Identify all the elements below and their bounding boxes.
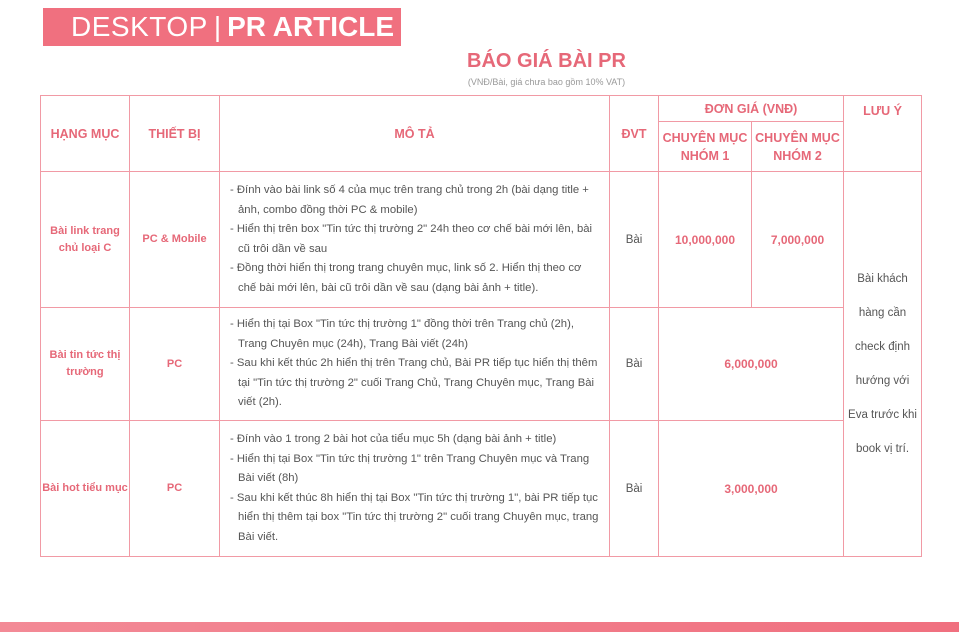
row-unit: Bài [610,308,659,421]
footer-bar [0,622,959,632]
table-header-row [41,96,922,122]
row-unit: Bài [610,421,659,557]
row-device: PC [130,308,220,421]
banner-separator: | [213,11,222,42]
row-price-group1: 10,000,000 [659,172,752,308]
header-device: THIẾT BỊ [130,96,220,172]
row-device: PC & Mobile [130,172,220,308]
banner-pr-article-text: PR ARTICLE [227,11,395,42]
row-description [220,308,610,421]
price-table [40,95,922,557]
description-line: - Hiển thị tại Box "Tin tức thị trường 1" trên Trang Chuyên mục và Trang Bài viết (8h) [230,452,590,484]
header-group1: CHUYÊN MỤC NHÓM 1 [659,122,752,172]
table-row [41,308,922,421]
description-line: - Đồng thời hiển thị trong trang chuyên mục, link số 2. Hiển thị theo cơ chế bài mới lên, bài cũ trôi dần về sau (dạng bài ảnh + title). [230,262,582,294]
row-description [220,172,610,308]
description-line: - Đính vào 1 trong 2 bài hot của tiểu mục 5h (dạng bài ảnh + title) [230,433,557,445]
table-row [41,172,922,308]
header-note: LƯU Ý [844,96,922,172]
header-description: MÔ TẢ [220,96,610,172]
row-price: 3,000,000 [659,421,844,557]
page-subtitle: (VNĐ/Bài, giá chưa bao gồm 10% VAT) [467,77,626,87]
row-category: Bài tin tức thị trường [41,308,130,421]
header-category: HẠNG MỤC [41,96,130,172]
description-line: - Sau khi kết thúc 2h hiển thị trên Trang chủ, Bài PR tiếp tục hiển thị thêm tại "Tin tức thị trường 2" cuối Trang Chủ, Trang Chuyên mục, Trang Bài viết (2h). [230,357,598,409]
header-price-group: ĐƠN GIÁ (VNĐ) [659,96,844,122]
description-line: - Hiển thị tại Box "Tin tức thị trường 1" đồng thời trên Trang chủ (2h), Trang Chuyên mục (24h), Trang Bài viết (24h) [230,318,574,350]
description-line: - Hiển thị trên box "Tin tức thị trường 2" 24h theo cơ chế bài mới lên, bài cũ trôi dần về sau [230,223,593,255]
header-unit: ĐVT [610,96,659,172]
row-price: 6,000,000 [659,308,844,421]
row-price-group2: 7,000,000 [752,172,844,308]
note-cell: Bài khách hàng cần check định hướng với Eva trước khi book vị trí. [844,172,922,557]
row-description [220,421,610,557]
description-line: - Sau khi kết thúc 8h hiển thị tại Box "Tin tức thị trường 1", bài PR tiếp tục hiển thị thêm tại box "Tin tức thị trường 2" cuối trang Chuyên mục, trang Bài viết. [230,491,599,543]
row-device: PC [130,421,220,557]
row-category: Bài hot tiểu mục [41,421,130,557]
table-row [41,421,922,557]
page-title: BÁO GIÁ BÀI PR [467,50,626,72]
row-unit: Bài [610,172,659,308]
header-banner [43,8,401,46]
banner-desktop-text: DESKTOP [71,11,208,42]
description-line: - Đính vào bài link số 4 của mục trên trang chủ trong 2h (bài dạng title + ảnh, combo đồng thời PC & mobile) [230,184,589,216]
header-group2: CHUYÊN MỤC NHÓM 2 [752,122,844,172]
row-category: Bài link trang chủ loại C [41,172,130,308]
